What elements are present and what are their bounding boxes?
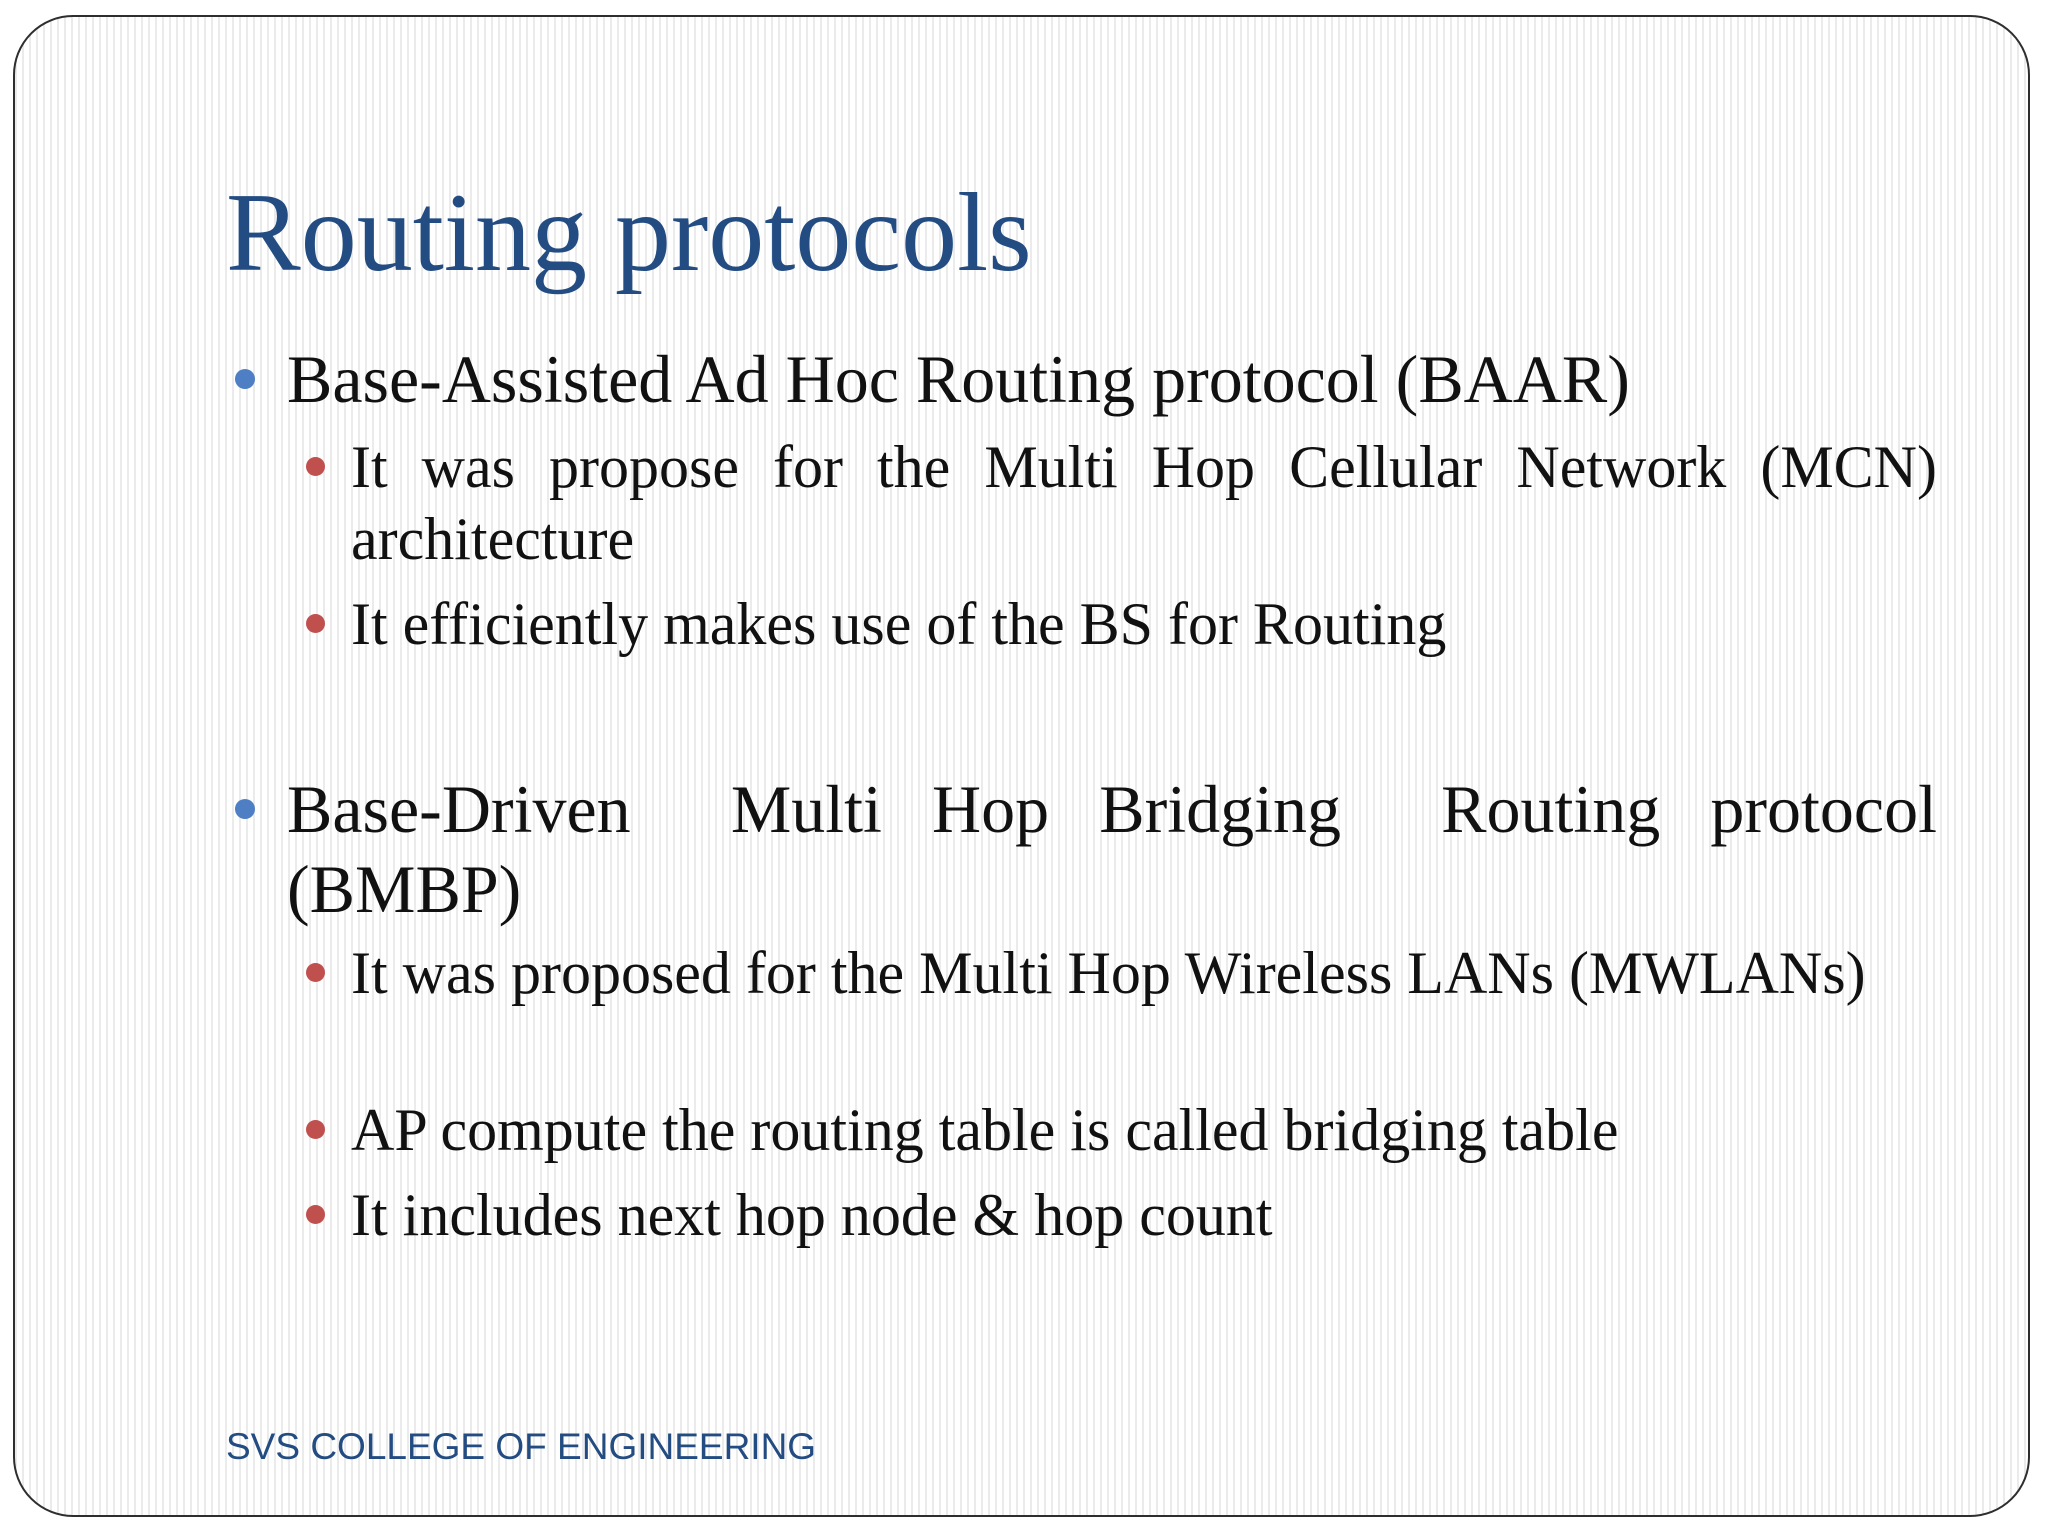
slide-content xyxy=(15,17,2028,1515)
sub-bullet-dot-icon xyxy=(306,614,325,633)
sub-bullet-bridging-table: AP compute the routing table is called bridging table xyxy=(351,1097,1619,1163)
sub-bullet-dot-icon xyxy=(306,1120,325,1139)
sub-bullet-dot-icon xyxy=(306,1205,325,1224)
sub-bullet-dot-icon xyxy=(306,457,325,476)
sub-bullet-hop-count: It includes next hop node & hop count xyxy=(351,1182,1273,1248)
sub-bullet-mwlans: It was proposed for the Multi Hop Wireless LANs (MWLANs) xyxy=(351,940,1866,1006)
slide-frame xyxy=(13,15,2030,1517)
bullet-point-baar: Base-Assisted Ad Hoc Routing protocol (BAAR) xyxy=(287,341,1630,417)
footer-college-name: SVS COLLEGE OF ENGINEERING xyxy=(226,1426,817,1467)
sub-bullet-bs-routing: It efficiently makes use of the BS for Routing xyxy=(351,591,1447,657)
bullet-dot-icon xyxy=(235,799,255,819)
bullet-point-bmbp: Base-Driven Multi Hop Bridging Routing protocol (BMBP) xyxy=(287,771,1954,927)
slide-title: Routing protocols xyxy=(226,171,1032,295)
sub-bullet-mcn: It was propose for the Multi Hop Cellular Network (MCN) architecture xyxy=(351,434,1937,572)
sub-bullet-dot-icon xyxy=(306,963,325,982)
bullet-dot-icon xyxy=(235,369,255,389)
